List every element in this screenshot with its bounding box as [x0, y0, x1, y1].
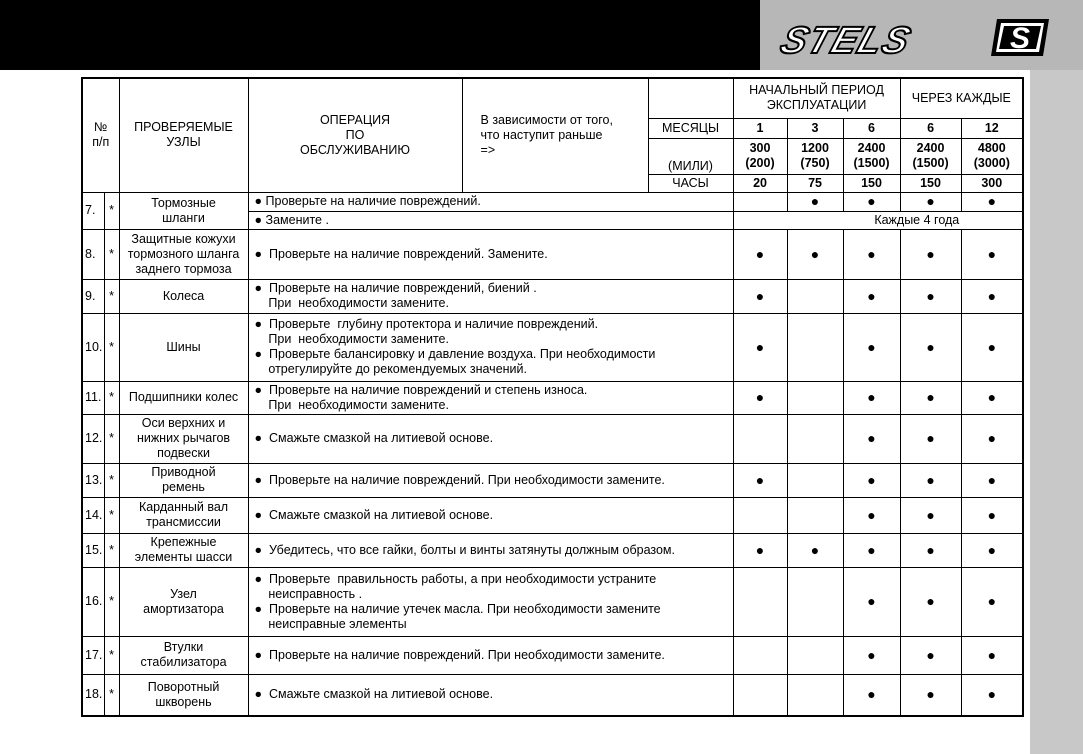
check-dot: ●	[961, 313, 1023, 381]
table-row	[82, 229, 1023, 279]
row-star: *	[104, 463, 119, 497]
row-operation: ● Смажьте смазкой на литиевой основе.	[248, 497, 733, 533]
hours-cell: 300	[961, 174, 1023, 192]
row-operation: ● Проверьте на наличие повреждений. Замените.	[248, 229, 733, 279]
row-star: *	[104, 414, 119, 463]
empty-cell	[733, 567, 787, 636]
row-star: *	[104, 497, 119, 533]
brand-badge-letter: S	[1009, 22, 1031, 55]
month-cell: 3	[787, 118, 843, 138]
row-operation: ● Проверьте глубину протектора и наличие повреждений. При необходимости замените. ● Проверьте балансировку и давление воздуха. При необходимости отрегулируйте до рекомендуемых значений.	[248, 313, 733, 381]
check-dot: ●	[961, 229, 1023, 279]
check-dot: ●	[900, 533, 961, 567]
row-unit: Колеса	[119, 279, 248, 313]
month-cell: 12	[961, 118, 1023, 138]
table-row	[82, 533, 1023, 567]
row-number: 12.	[82, 414, 104, 463]
table-row	[82, 192, 1023, 211]
row-number: 8.	[82, 229, 104, 279]
row-star: *	[104, 279, 119, 313]
check-dot: ●	[733, 381, 787, 414]
empty-cell	[787, 313, 843, 381]
empty-cell	[733, 497, 787, 533]
check-dot: ●	[961, 497, 1023, 533]
miles-cell: 1200 (750)	[787, 138, 843, 174]
check-dot: ●	[900, 674, 961, 716]
check-dot: ●	[900, 192, 961, 211]
check-dot: ●	[900, 463, 961, 497]
check-dot: ●	[900, 381, 961, 414]
check-dot: ●	[733, 313, 787, 381]
row-number: 9.	[82, 279, 104, 313]
row-star: *	[104, 313, 119, 381]
miles-cell: 2400 (1500)	[900, 138, 961, 174]
row-number: 17.	[82, 636, 104, 674]
check-dot: ●	[900, 229, 961, 279]
row-star: *	[104, 381, 119, 414]
check-dot: ●	[733, 463, 787, 497]
hours-cell: 75	[787, 174, 843, 192]
table-row	[82, 636, 1023, 674]
check-dot: ●	[961, 533, 1023, 567]
header-miles-label: (МИЛИ)	[648, 138, 733, 174]
check-dot: ●	[900, 567, 961, 636]
row-operation: ● Проверьте правильность работы, а при необходимости устраните неисправность . ● Проверьте на наличие утечек масла. При необходимости замените неисправные элементы	[248, 567, 733, 636]
check-dot: ●	[843, 533, 900, 567]
check-dot: ●	[843, 567, 900, 636]
row-unit: Поворотный шкворень	[119, 674, 248, 716]
row-number: 13.	[82, 463, 104, 497]
row-unit: Защитные кожухи тормозного шланга заднего тормоза	[119, 229, 248, 279]
check-dot: ●	[961, 636, 1023, 674]
month-cell: 6	[900, 118, 961, 138]
check-dot: ●	[961, 414, 1023, 463]
row-unit: Карданный вал трансмиссии	[119, 497, 248, 533]
empty-cell	[787, 463, 843, 497]
row-number: 16.	[82, 567, 104, 636]
check-dot: ●	[843, 381, 900, 414]
table-row	[82, 414, 1023, 463]
maintenance-table	[81, 77, 1024, 717]
top-black-bar	[0, 0, 760, 70]
header-units: ПРОВЕРЯЕМЫЕ УЗЛЫ	[119, 78, 248, 192]
check-dot: ●	[733, 279, 787, 313]
check-dot: ●	[843, 463, 900, 497]
header-initial-period: НАЧАЛЬНЫЙ ПЕРИОД ЭКСПЛУАТАЦИИ	[733, 78, 900, 118]
empty-cell	[733, 674, 787, 716]
empty-cell	[733, 192, 787, 211]
brand-badge-icon	[987, 15, 1053, 60]
check-dot: ●	[961, 567, 1023, 636]
table-row	[82, 674, 1023, 716]
check-dot: ●	[843, 192, 900, 211]
check-dot: ●	[843, 279, 900, 313]
check-dot: ●	[961, 674, 1023, 716]
check-dot: ●	[733, 533, 787, 567]
row-unit: Крепежные элементы шасси	[119, 533, 248, 567]
header-condition: В зависимости от того, что наступит раньше =>	[462, 78, 648, 192]
header-months-label: МЕСЯЦЫ	[648, 118, 733, 138]
row-number: 18.	[82, 674, 104, 716]
row-number: 14.	[82, 497, 104, 533]
row-number: 7.	[82, 192, 104, 229]
empty-cell	[787, 414, 843, 463]
row-star: *	[104, 192, 119, 229]
empty-cell	[787, 636, 843, 674]
row-operation: ● Смажьте смазкой на литиевой основе.	[248, 674, 733, 716]
row-operation: ● Проверьте на наличие повреждений. При необходимости замените.	[248, 636, 733, 674]
row-unit: Приводной ремень	[119, 463, 248, 497]
check-dot: ●	[843, 497, 900, 533]
right-gray-strip	[1030, 70, 1083, 754]
check-dot: ●	[900, 279, 961, 313]
miles-cell: 300 (200)	[733, 138, 787, 174]
row-operation: ● Проверьте на наличие повреждений, биений . При необходимости замените.	[248, 279, 733, 313]
hours-cell: 150	[843, 174, 900, 192]
check-dot: ●	[900, 313, 961, 381]
header-num: № п/п	[82, 78, 119, 192]
empty-cell	[787, 279, 843, 313]
header-every: ЧЕРЕЗ КАЖДЫЕ	[900, 78, 1023, 118]
empty-cell	[787, 381, 843, 414]
table-row	[82, 279, 1023, 313]
check-dot: ●	[961, 381, 1023, 414]
month-cell: 1	[733, 118, 787, 138]
empty-cell	[787, 567, 843, 636]
hours-cell: 20	[733, 174, 787, 192]
row-star: *	[104, 636, 119, 674]
check-dot: ●	[843, 636, 900, 674]
empty-cell	[787, 674, 843, 716]
table-row	[82, 497, 1023, 533]
row-operation: ● Проверьте на наличие повреждений. При необходимости замените.	[248, 463, 733, 497]
check-dot: ●	[787, 229, 843, 279]
row-star: *	[104, 674, 119, 716]
row-number: 10.	[82, 313, 104, 381]
row-interval-note: Каждые 4 года	[733, 211, 1023, 229]
table-row	[82, 381, 1023, 414]
header-operation: ОПЕРАЦИЯ ПО ОБСЛУЖИВАНИЮ	[248, 78, 462, 192]
check-dot: ●	[843, 414, 900, 463]
row-number: 11.	[82, 381, 104, 414]
check-dot: ●	[961, 279, 1023, 313]
check-dot: ●	[900, 414, 961, 463]
empty-cell	[787, 497, 843, 533]
row-unit: Узел амортизатора	[119, 567, 248, 636]
hours-cell: 150	[900, 174, 961, 192]
table-row	[82, 463, 1023, 497]
row-star: *	[104, 229, 119, 279]
miles-cell: 4800 (3000)	[961, 138, 1023, 174]
check-dot: ●	[961, 192, 1023, 211]
month-cell: 6	[843, 118, 900, 138]
check-dot: ●	[787, 192, 843, 211]
header-hours-label: ЧАСЫ	[648, 174, 733, 192]
check-dot: ●	[787, 533, 843, 567]
row-number: 15.	[82, 533, 104, 567]
check-dot: ●	[900, 636, 961, 674]
row-star: *	[104, 567, 119, 636]
row-operation: ● Убедитесь, что все гайки, болты и винты затянуты должным образом.	[248, 533, 733, 567]
empty-cell	[733, 636, 787, 674]
check-dot: ●	[733, 229, 787, 279]
row-operation: ● Смажьте смазкой на литиевой основе.	[248, 414, 733, 463]
row-operation: ● Проверьте на наличие повреждений.	[248, 192, 733, 211]
miles-cell: 2400 (1500)	[843, 138, 900, 174]
row-star: *	[104, 533, 119, 567]
row-unit: Подшипники колес	[119, 381, 248, 414]
row-unit: Тормозные шланги	[119, 192, 248, 229]
row-unit: Втулки стабилизатора	[119, 636, 248, 674]
check-dot: ●	[961, 463, 1023, 497]
empty-cell	[733, 414, 787, 463]
table-row	[82, 313, 1023, 381]
check-dot: ●	[843, 229, 900, 279]
check-dot: ●	[843, 313, 900, 381]
brand-logo-text: STELS	[775, 20, 917, 62]
row-unit: Шины	[119, 313, 248, 381]
row-operation: ● Замените .	[248, 211, 733, 229]
row-unit: Оси верхних и нижних рычагов подвески	[119, 414, 248, 463]
check-dot: ●	[843, 674, 900, 716]
table-row	[82, 567, 1023, 636]
row-operation: ● Проверьте на наличие повреждений и степень износа. При необходимости замените.	[248, 381, 733, 414]
check-dot: ●	[900, 497, 961, 533]
